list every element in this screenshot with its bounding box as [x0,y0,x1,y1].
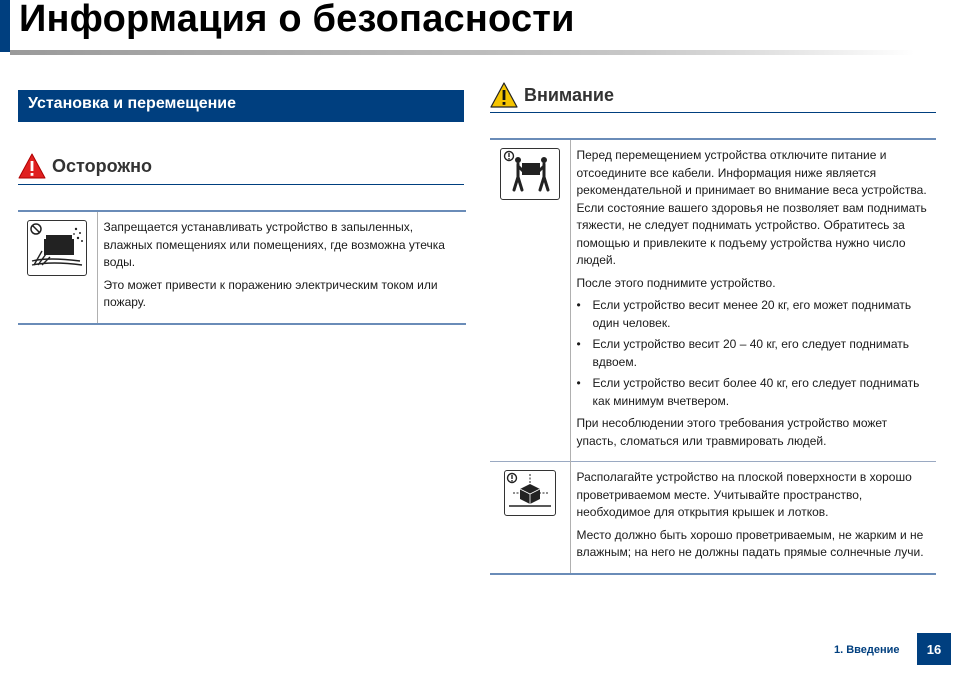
title-accent-bar [0,0,10,52]
caution-row [18,211,466,324]
paragraph: Это может привести к поражению электрическим током или пожару. [103,277,438,309]
paragraph: После этого поднимите устройство. [576,275,776,290]
caution-row-text [97,211,466,324]
attention-row [490,462,936,574]
list-item: • Если устройство весит менее 20 кг, его может поднимать один человек. [576,298,912,330]
caution-header [18,153,152,179]
page-title: Информация о безопасности [19,0,575,40]
attention-row-icon-cell [490,462,570,574]
page-number: 16 [917,633,951,665]
attention-header [490,82,614,108]
caution-rule [18,184,464,185]
list-item: • Если устройство весит 20 – 40 кг, его следует поднимать вдвоем. [576,337,910,369]
list-item-text: Если устройство весит более 40 кг, его следует поднимать как минимум вчетвером. [592,376,920,408]
attention-table [490,138,936,575]
warning-triangle-red-icon [18,153,46,179]
list-item-text: Если устройство весит менее 20 кг, его может поднимать один человек. [592,298,912,330]
attention-rule [490,112,936,113]
caution-table [18,210,466,325]
section-title: Установка и перемещение [18,90,464,122]
weight-list [577,297,931,410]
title-rule [10,50,915,55]
paragraph: Перед перемещением устройства отключите питание и отсоедините все кабели. Информация ниже является рекомендательной и принимает во внимание веса устройства. Если состояние вашего здоровья не позволяет вам поднимать тяжести, не следует поднимать устройство. Обратитесь за помощью и привлеките к подъему устройства нужно число людей. [576,148,927,267]
no-dusty-wet-place-icon [27,220,87,276]
flat-ventilated-surface-icon [504,470,556,516]
paragraph: При несоблюдении этого требования устройство может упасть, сломаться или травмировать людей. [576,416,888,448]
paragraph: Место должно быть хорошо проветриваемым, не жарким и не влажным; на него не должны падать прямые солнечные лучи. [576,527,924,559]
list-item-text: Если устройство весит 20 – 40 кг, его следует поднимать вдвоем. [592,337,910,369]
attention-row-icon-cell [490,139,570,462]
paragraph: Запрещается устанавливать устройство в запыленных, влажных помещениях или помещениях, где возможна утечка воды. [103,220,445,269]
caution-label: Осторожно [52,155,152,176]
list-item: • Если устройство весит более 40 кг, его следует поднимать как минимум вчетвером. [576,376,920,408]
attention-row-text [570,139,936,462]
paragraph: Располагайте устройство на плоской поверхности в хорошо проветриваемом месте. Учитывайте пространство, необходимое для открытия крышек и лотков. [576,470,912,519]
two-person-lift-icon [500,148,560,200]
chapter-link[interactable]: 1. Введение [834,644,900,656]
attention-row-text [570,462,936,574]
caution-row-icon-cell [18,211,97,324]
attention-row [490,139,936,462]
warning-triangle-yellow-icon [490,82,518,108]
attention-label: Внимание [524,84,614,105]
